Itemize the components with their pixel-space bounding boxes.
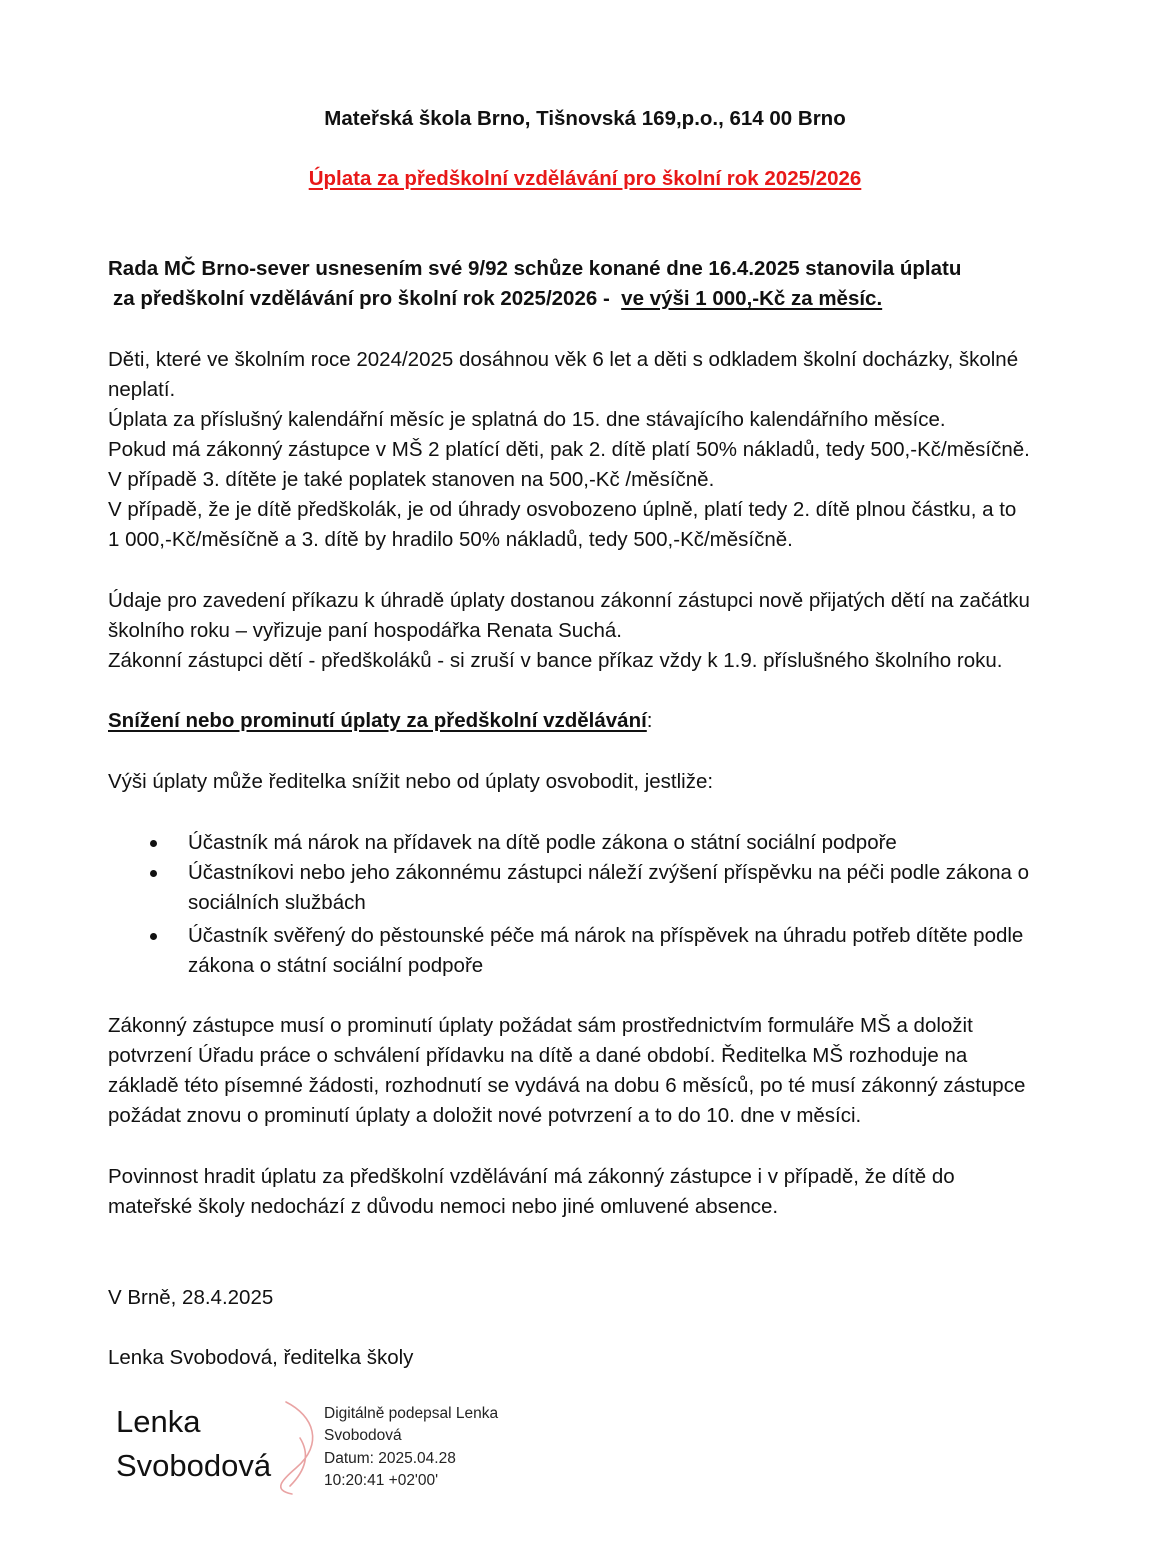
reduction-heading-suffix: :	[646, 709, 653, 732]
reduction-heading	[108, 706, 653, 736]
bullet-item-line: Účastník má nárok na přídavek na dítě podle zákona o státní sociální podpoře	[188, 831, 897, 854]
bullet-item-line: Účastníkovi nebo jeho zákonnému zástupci náleží zvýšení příspěvku na péči podle zákona o	[188, 861, 1030, 884]
signature-info-line: Svobodová	[324, 1427, 402, 1444]
document-title-text: Úplata za předškolní vzdělávání pro školní rok 2025/2026	[308, 167, 862, 190]
intro-line-2	[113, 284, 882, 314]
intro-line-1: Rada MČ Brno-sever usnesením své 9/92 schůze konané dne 16.4.2025 stanovila úplatu	[108, 257, 962, 280]
paragraph-1-line: 1 000,-Kč/měsíčně a 3. dítě by hradilo 50% nákladů, tedy 500,-Kč/měsíčně.	[108, 528, 793, 551]
reduction-lead: Výši úplaty může ředitelka snížit nebo od úplaty osvobodit, jestliže:	[108, 770, 714, 793]
paragraph-4-line: mateřské školy nedochází z důvodu nemoci nebo jiné omluvené absence.	[108, 1195, 779, 1218]
paragraph-2-line: školního roku – vyřizuje paní hospodářka Renata Suchá.	[108, 619, 622, 642]
signature-info-line: Datum: 2025.04.28	[324, 1450, 456, 1467]
signature-info-line: Digitálně podepsal Lenka	[324, 1405, 499, 1422]
paragraph-3-line: Zákonný zástupce musí o prominutí úplaty požádat sám prostřednictvím formuláře MŠ a doložit	[108, 1014, 973, 1037]
fee-amount: ve výši 1 000,-Kč za měsíc.	[621, 287, 883, 310]
intro-line-2-text: za předškolní vzdělávání pro školní rok 2025/2026 -	[113, 287, 610, 310]
signature-name-line-2: Svobodová	[116, 1448, 272, 1483]
signature-info-line: 10:20:41 +02'00'	[324, 1472, 439, 1489]
paragraph-1-line: Pokud má zákonný zástupce v MŠ 2 platící děti, pak 2. dítě platí 50% nákladů, tedy 500,-Kč/měsíčně.	[108, 438, 1030, 461]
paragraph-1-line: V případě, že je dítě předškolák, je od úhrady osvobozeno úplně, platí tedy 2. dítě plnou částku, a to	[108, 498, 1017, 521]
signatory: Lenka Svobodová, ředitelka školy	[108, 1346, 414, 1369]
bullet-item-line: zákona o státní sociální podpoře	[188, 954, 484, 977]
bullet-item-line: sociálních službách	[188, 891, 366, 914]
paragraph-1-line: Úplata za příslušný kalendářní měsíc je splatná do 15. dne stávajícího kalendářního měsíce.	[108, 408, 946, 431]
reduction-heading-text: Snížení nebo prominutí úplaty za předškolní vzdělávání	[108, 709, 647, 732]
place-date: V Brně, 28.4.2025	[108, 1286, 274, 1309]
paragraph-1-line: V případě 3. dítěte je také poplatek stanoven na 500,-Kč /měsíčně.	[108, 468, 715, 491]
document-title	[0, 164, 1170, 194]
paragraph-3-line: požádat znovu o prominutí úplaty a doložit nové potvrzení a to do 10. dne v měsíci.	[108, 1104, 862, 1127]
bullet-dot	[150, 870, 157, 877]
paragraph-3-line: základě této písemné žádosti, rozhodnutí se vydává na dobu 6 měsíců, po té musí zákonný zástupce	[108, 1074, 1026, 1097]
paragraph-3-line: potvrzení Úřadu práce o schválení přídavku na dítě a dané období. Ředitelka MŠ rozhoduje na	[108, 1044, 968, 1067]
paragraph-1-line: Děti, které ve školním roce 2024/2025 dosáhnou věk 6 let a děti s odkladem školní docházky, školné	[108, 348, 1019, 371]
paragraph-2-line: Zákonní zástupci dětí - předškoláků - si zruší v bance příkaz vždy k 1.9. příslušného školního roku.	[108, 649, 1003, 672]
bullet-dot	[150, 933, 157, 940]
school-header: Mateřská škola Brno, Tišnovská 169,p.o., 614 00 Brno	[324, 107, 846, 130]
paragraph-4-line: Povinnost hradit úplatu za předškolní vzdělávání má zákonný zástupce i v případě, že dítě do	[108, 1165, 955, 1188]
bullet-dot	[150, 840, 157, 847]
paragraph-2-line: Údaje pro zavedení příkazu k úhradě úplaty dostanou zákonní zástupci nově přijatých dětí na začátku	[108, 589, 1030, 612]
signature-name-line-1: Lenka	[116, 1404, 201, 1439]
bullet-item-line: Účastník svěřený do pěstounské péče má nárok na příspěvek na úhradu potřeb dítěte podle	[188, 924, 1024, 947]
paragraph-1-line: neplatí.	[108, 378, 176, 401]
